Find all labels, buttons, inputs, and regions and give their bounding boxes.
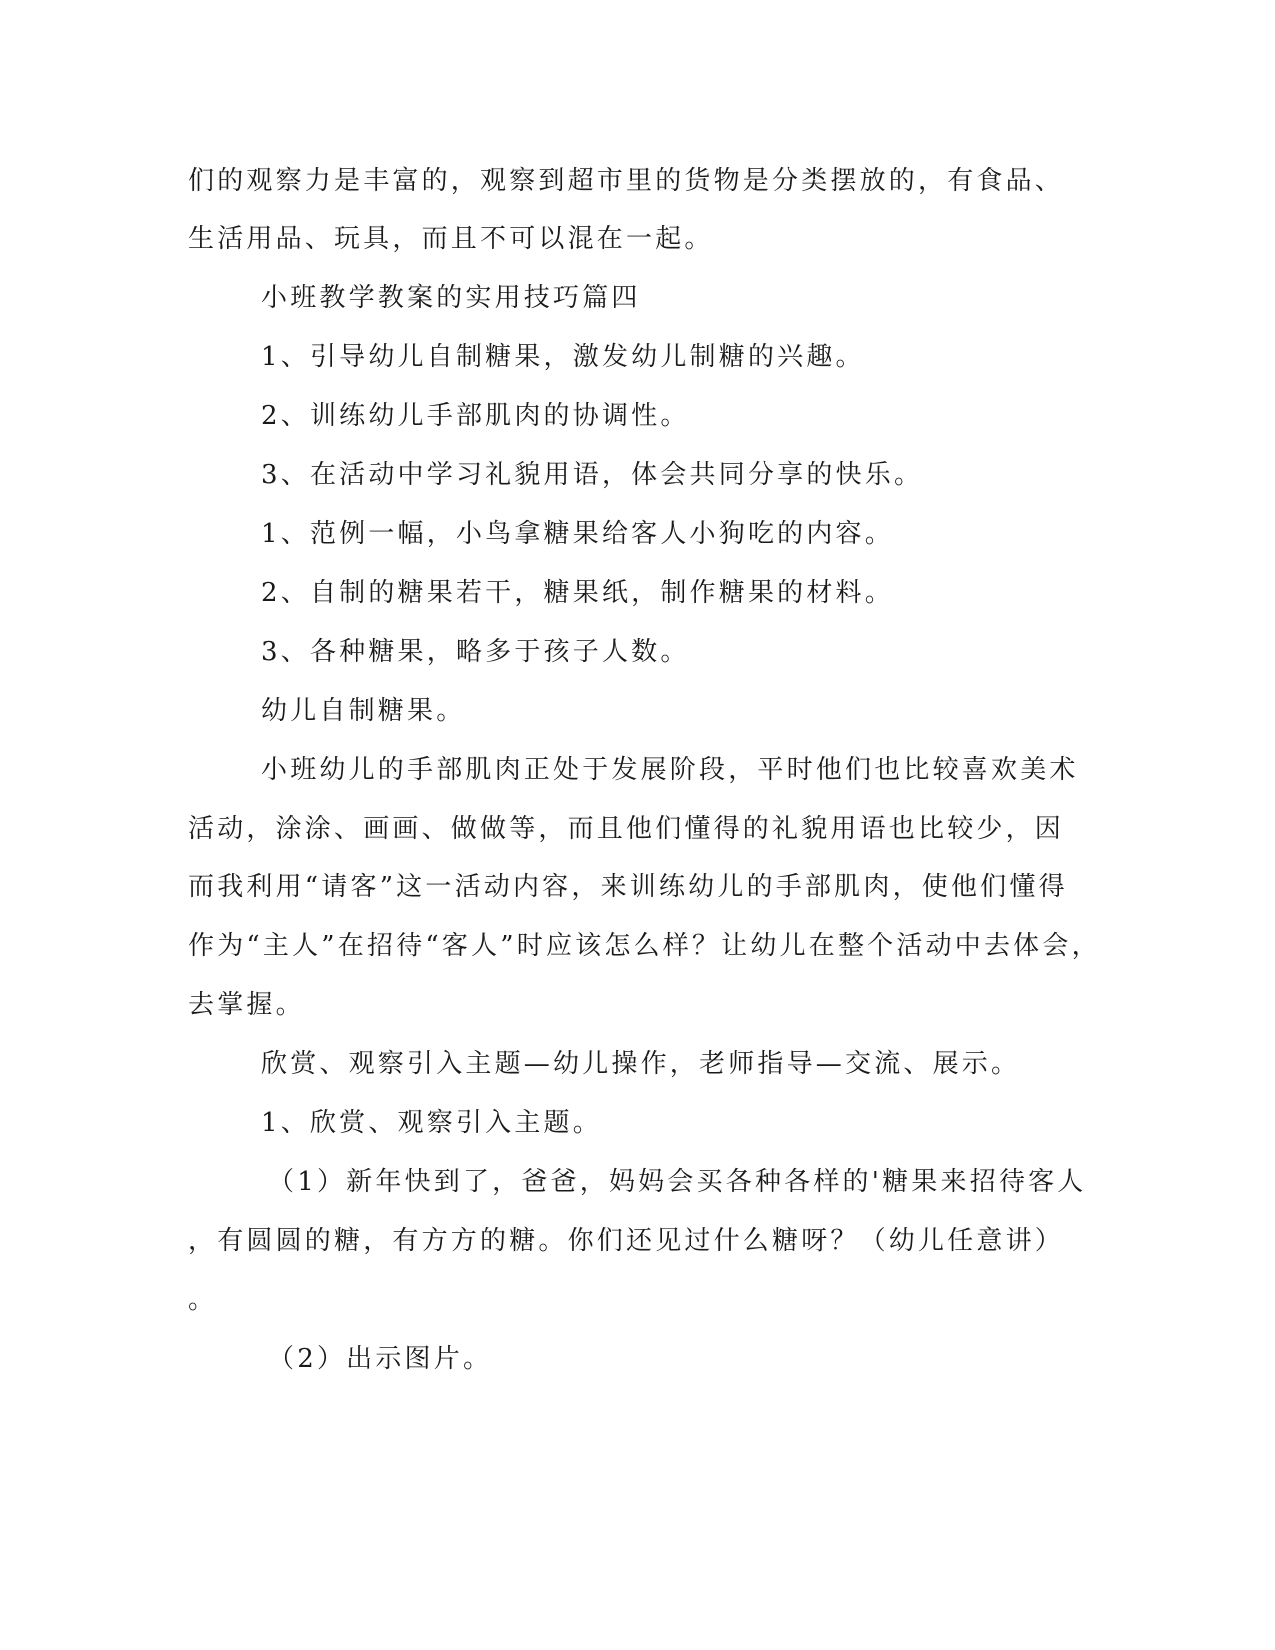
- paragraph: （2）出示图片。: [268, 1344, 493, 1374]
- paragraph: （1）新年快到了，爸爸，妈妈会买各种各样的'糖果来招待客人: [268, 1167, 1087, 1197]
- list-item: 1、欣赏、观察引入主题。: [261, 1108, 602, 1138]
- list-item: 2、自制的糖果若干，糖果纸，制作糖果的材料。: [261, 578, 894, 608]
- text-line: 们的观察力是丰富的，观察到超市里的货物是分类摆放的，有食品、: [188, 166, 1065, 196]
- paragraph-line: 去掌握。: [188, 990, 305, 1020]
- paragraph: 欣赏、观察引入主题—幼儿操作，老师指导—交流、展示。: [261, 1049, 1021, 1079]
- list-item: 3、在活动中学习礼貌用语，体会共同分享的快乐。: [261, 460, 924, 490]
- paragraph: 幼儿自制糖果。: [261, 696, 466, 726]
- section-heading: 小班教学教案的实用技巧篇四: [261, 283, 641, 313]
- paragraph-line: 活动，涂涂、画画、做做等，而且他们懂得的礼貌用语也比较少，因: [188, 814, 1065, 844]
- paragraph-line: 。: [188, 1285, 218, 1315]
- paragraph-line: ，有圆圆的糖，有方方的糖。你们还见过什么糖呀？（幼儿任意讲）: [188, 1226, 1065, 1256]
- paragraph: 小班幼儿的手部肌肉正处于发展阶段，平时他们也比较喜欢美术: [261, 755, 1079, 785]
- list-item: 3、各种糖果，略多于孩子人数。: [261, 637, 690, 667]
- paragraph-line: 而我利用“请客”这一活动内容，来训练幼儿的手部肌肉，使他们懂得: [188, 872, 1068, 902]
- list-item: 2、训练幼儿手部肌肉的协调性。: [261, 401, 690, 431]
- list-item: 1、范例一幅，小鸟拿糖果给客人小狗吃的内容。: [261, 519, 894, 549]
- list-item: 1、引导幼儿自制糖果，激发幼儿制糖的兴趣。: [261, 342, 865, 372]
- text-line: 生活用品、玩具，而且不可以混在一起。: [188, 224, 714, 254]
- paragraph-line: 作为“主人”在招待“客人”时应该怎么样？让幼儿在整个活动中去体会，: [188, 931, 1101, 961]
